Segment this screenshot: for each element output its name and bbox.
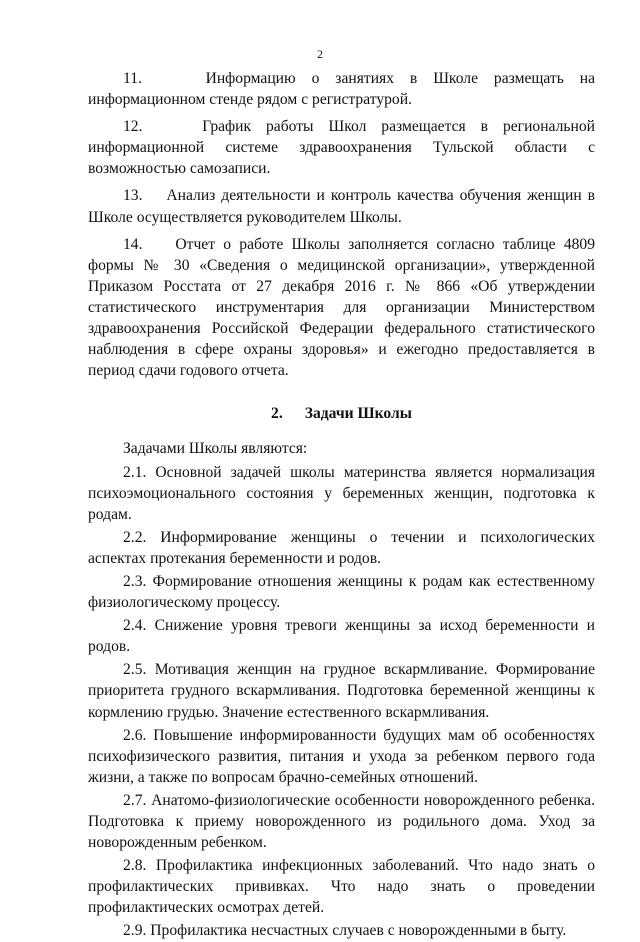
clause-number: 11. [123, 70, 142, 87]
clause-14 [88, 234, 595, 382]
clause-13 [88, 185, 595, 227]
task-item: 2.2. Информирование женщины о течении и психологических аспектах протекания беременности и родов. [88, 528, 595, 567]
task-item: 2.7. Анатомо-физиологические особенности новорожденного ребенка. Подготовка к приему новорожденного из родильного дома. Уход за новорожденным ребенком. [88, 791, 595, 852]
tasks-intro: Задачами Школы являются: [123, 440, 308, 458]
clause-text: Информацию о занятиях в Школе размещать на информационном стенде рядом с регистратурой. [88, 70, 596, 109]
clause-text: Отчет о работе Школы заполняется согласно таблице 4809 формы № 30 «Сведения о медицинской организации», утвержденной Приказом Росстата от 27 декабря 2016 г. № 866 «Об утверждении статистического инструментария для организации Министерством здравоохранения Российской Федерации федерального статистического наблюдения в сфере охраны здоровья» и ежегодно предоставляется в период сдачи годового отчета. [88, 235, 596, 380]
clause-number: 13. [123, 187, 143, 205]
task-item: 2.9. Профилактика несчастных случаев с новорожденными в быту. [123, 922, 567, 940]
task-item: 2.8. Профилактика инфекционных заболеваний. Что надо знать о профилактических прививках. Что надо знать о проведении профилактических осмотрах детей. [88, 857, 595, 917]
task-item: 2.3. Формирование отношения женщины к родам как естественному физиологическому процессу. [88, 572, 595, 612]
section-number: 2. [271, 405, 283, 423]
task-item: 2.4. Снижение уровня тревоги женщины за исход беременности и родов. [88, 617, 595, 656]
task-item: 2.6. Повышение информированности будущих мам об особенностях психофизического развития, питания и ухода за ребенком первого года жизни, а также по вопросам брачно-семейных отношений. [88, 726, 595, 786]
clause-12 [88, 116, 595, 179]
clause-number: 12. [123, 118, 143, 136]
page-number: 2 [317, 47, 323, 61]
clause-number: 14. [123, 235, 143, 253]
clause-11 [88, 68, 595, 110]
document-body [88, 68, 595, 942]
clause-text: График работы Школ размещается в региональной информационной системе здравоохранения Тульской области с возможностью самозаписи. [88, 118, 595, 178]
task-item: 2.1. Основной задачей школы материнства является нормализация психоэмоционального состояния у беременных женщин, подготовка к родам. [88, 463, 595, 523]
task-item: 2.5. Мотивация женщин на грудное вскармливание. Формирование приоритета грудного вскармливания. Подготовка беременной женщины к кормлению грудью. Значение естественного вскармливания. [88, 661, 595, 721]
section-title: Задачи Школы [304, 405, 412, 423]
section-heading [88, 403, 595, 424]
clause-text: Анализ деятельности и контроль качества обучения женщин в Школе осуществляется руководителем Школы. [88, 187, 596, 226]
